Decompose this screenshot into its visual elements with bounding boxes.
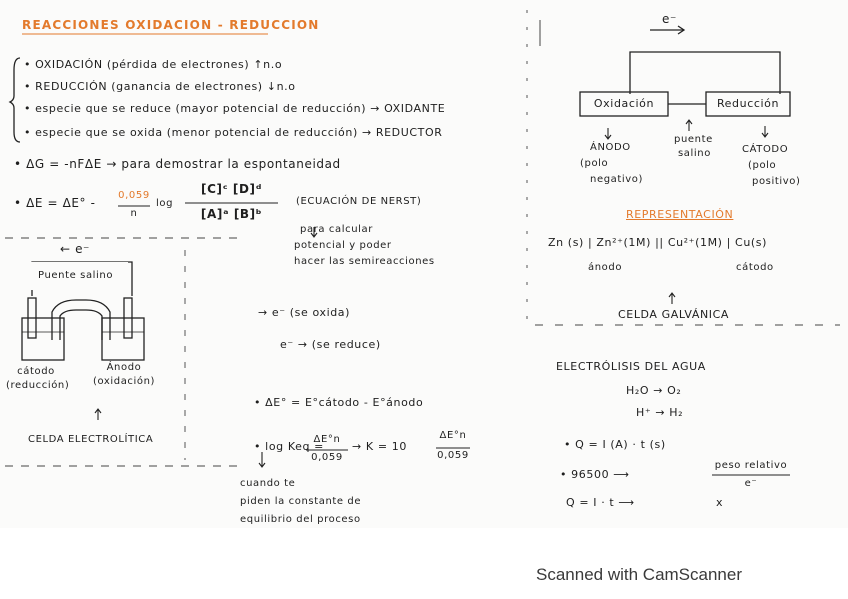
keq-frac-den: 0,059	[311, 452, 343, 463]
electrolytic-electron-arrow: ← e⁻	[60, 242, 90, 256]
galvanic-reduction-box: Reducción	[716, 97, 780, 110]
nernst-note-1: para calcular	[300, 224, 373, 235]
keq-exp-den: 0,059	[437, 450, 469, 461]
nernst-fraction-num: 0,059	[118, 190, 150, 201]
definitions-brace	[10, 58, 20, 142]
faraday-den: e⁻	[744, 478, 758, 489]
galvanic-cathode: CÁTODO	[742, 144, 789, 155]
galvanic-electron: e⁻	[662, 12, 677, 26]
nernst-name: (ECUACIÓN DE NERST)	[296, 196, 422, 207]
electrolysis-line-1: H₂O → O₂	[626, 384, 682, 397]
keq-exp-num: ΔE°n	[439, 430, 467, 441]
electrolytic-anode-note: (oxidación)	[92, 376, 156, 387]
galvanic-bridge-2: salino	[678, 148, 711, 159]
galvanic-anode: ÁNODO	[590, 142, 631, 153]
galvanic-cathode-note-2: positivo)	[752, 176, 801, 187]
flow-oxidizes: → e⁻ (se oxida)	[258, 306, 351, 319]
electrolytic-cathode: cátodo	[17, 366, 55, 377]
representation-anode: ánodo	[588, 262, 623, 273]
nernst-conc-num: [C]ᶜ [D]ᵈ	[201, 182, 262, 196]
electrolysis-title: ELECTRÓLISIS DEL AGUA	[556, 360, 706, 373]
scanner-watermark: Scanned with CamScanner	[536, 565, 743, 584]
electrolytic-bridge-label: Puente salino	[38, 270, 114, 281]
representation-title: REPRESENTACIÓN	[626, 208, 734, 221]
keq-lhs: • log Keq =	[254, 440, 324, 453]
keq-mid: → K = 10	[352, 440, 407, 453]
nernst-lhs: • ΔE = ΔE° -	[14, 196, 96, 210]
representation-cathode: cátodo	[736, 262, 774, 273]
keq-note-2: piden la constante de	[240, 496, 362, 507]
faraday-num: peso relativo	[714, 460, 788, 471]
galvanic-anode-note-2: negativo)	[590, 174, 644, 185]
q-result: x	[716, 496, 724, 509]
q-line: Q = I · t ⟶	[566, 496, 635, 509]
charge-equation: • Q = I (A) · t (s)	[564, 438, 666, 451]
nernst-fraction-den: n	[130, 208, 138, 219]
galvanic-bridge-1: puente	[674, 134, 713, 145]
cell-representation: Zn (s) | Zn²⁺(1M) || Cu²⁺(1M) | Cu(s)	[548, 236, 768, 249]
faraday-value: • 96500 ⟶	[560, 468, 630, 481]
electrolytic-cell-name: CELDA ELECTROLÍTICA	[28, 434, 154, 445]
nernst-log: log	[156, 198, 174, 209]
definition-reductant: • especie que se oxida (menor potencial de reducción) → REDUCTOR	[24, 126, 443, 139]
nernst-note-3: hacer las semireacciones	[294, 256, 435, 267]
flow-reduces: e⁻ → (se reduce)	[280, 338, 381, 351]
galvanic-anode-note-1: (polo	[580, 158, 609, 169]
galvanic-oxidation-box: Oxidación	[593, 97, 655, 110]
keq-note-1: cuando te	[240, 478, 296, 489]
electrolysis-line-2: H⁺ → H₂	[636, 406, 684, 419]
keq-note-3: equilibrio del proceso	[240, 514, 361, 525]
keq-frac-num: ΔE°n	[313, 434, 341, 445]
electrolytic-anode: Ánodo	[106, 362, 142, 373]
nernst-conc-den: [A]ᵃ [B]ᵇ	[200, 207, 263, 221]
page-title: REACCIONES OXIDACION - REDUCCION	[22, 18, 320, 32]
gibbs-equation: • ΔG = -nFΔE → para demostrar la espontaneidad	[14, 157, 341, 171]
delta-e-standard: • ΔE° = E°cátodo - E°ánodo	[254, 396, 424, 409]
definition-oxidant: • especie que se reduce (mayor potencial de reducción) → OXIDANTE	[24, 102, 446, 115]
definition-oxidation: • OXIDACIÓN (pérdida de electrones) ↑n.o	[24, 58, 283, 71]
nernst-note-2: potencial y poder	[294, 240, 392, 251]
electrolytic-cathode-note: (reducción)	[6, 380, 70, 391]
definition-reduction: • REDUCCIÓN (ganancia de electrones) ↓n.o	[24, 80, 296, 93]
galvanic-cathode-note-1: (polo	[748, 160, 777, 171]
galvanic-cell-name: CELDA GALVÁNICA	[618, 308, 730, 321]
